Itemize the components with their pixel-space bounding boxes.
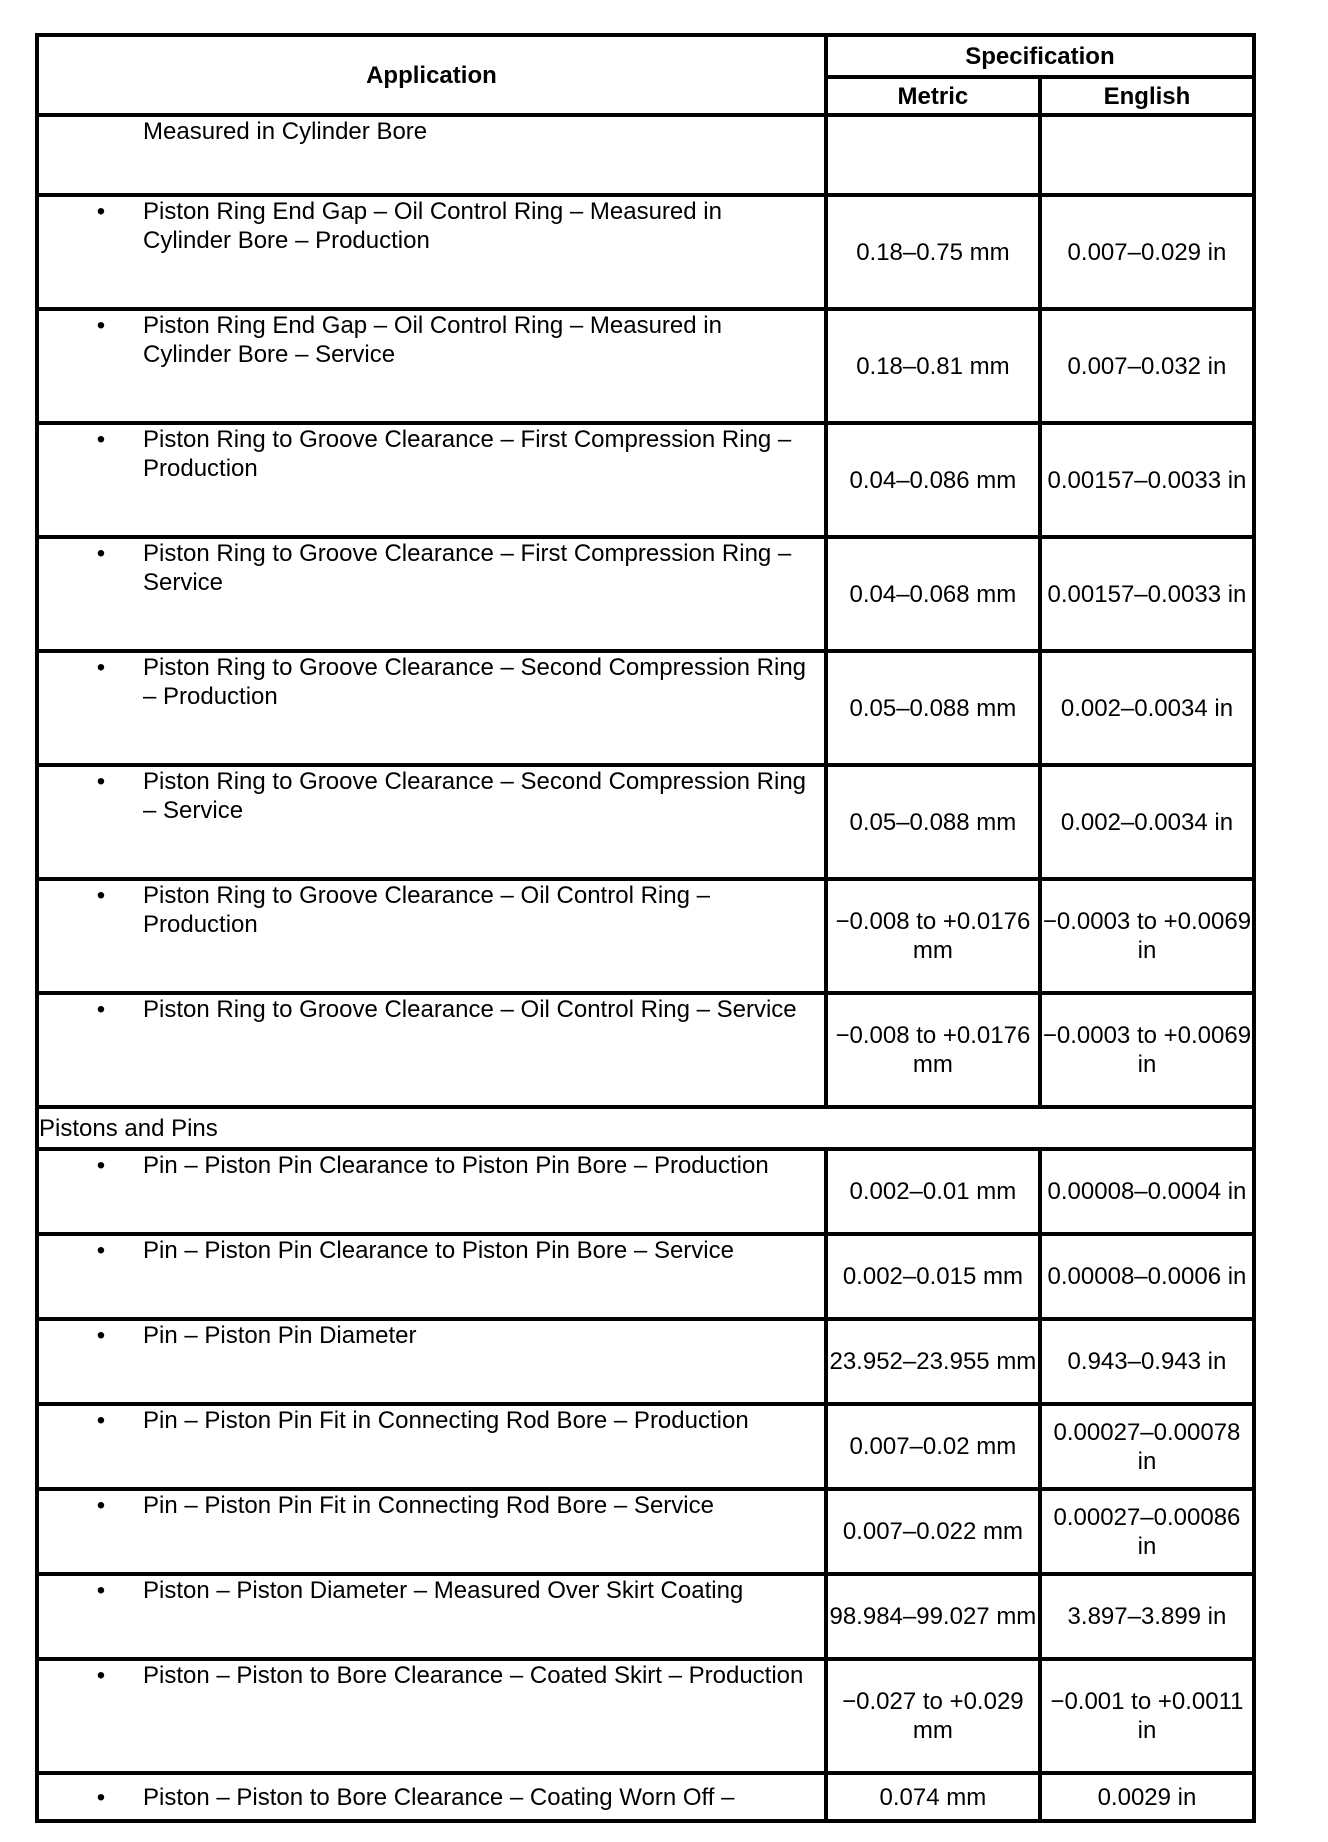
table-row <box>37 1659 1254 1773</box>
application-text: Pin – Piston Pin Clearance to Piston Pin Bore – Service <box>143 1237 734 1264</box>
metric-cell: 0.007–0.022 mm <box>826 1489 1040 1574</box>
english-cell: 0.002–0.0034 in <box>1040 765 1254 879</box>
application-text: Piston Ring to Groove Clearance – Second Compression Ring – Production <box>143 654 807 710</box>
application-text: Piston Ring to Groove Clearance – First Compression Ring – Production <box>143 426 792 482</box>
english-cell: 0.00008–0.0006 in <box>1040 1234 1254 1319</box>
english-cell: 0.00027–0.00086 in <box>1040 1489 1254 1574</box>
bullet-icon: • <box>96 654 106 681</box>
metric-cell: 0.18–0.75 mm <box>826 195 1040 309</box>
table-row <box>37 765 1254 879</box>
table-row <box>37 1574 1254 1659</box>
english-cell: 0.943–0.943 in <box>1040 1319 1254 1404</box>
table-row <box>37 1773 1254 1821</box>
application-text: Pin – Piston Pin Clearance to Piston Pin Bore – Production <box>143 1152 769 1179</box>
table-row <box>37 309 1254 423</box>
application-cell <box>37 423 826 537</box>
english-cell: 0.002–0.0034 in <box>1040 651 1254 765</box>
application-text: Pin – Piston Pin Fit in Connecting Rod Bore – Production <box>143 1407 749 1434</box>
metric-cell: 0.04–0.086 mm <box>826 423 1040 537</box>
application-text: Piston Ring to Groove Clearance – First Compression Ring – Service <box>143 540 792 596</box>
application-text: Pin – Piston Pin Fit in Connecting Rod Bore – Service <box>143 1492 714 1519</box>
metric-cell: −0.008 to +0.0176 mm <box>826 993 1040 1107</box>
table-row <box>37 1149 1254 1234</box>
application-cell <box>37 537 826 651</box>
section-title: Pistons and Pins <box>37 1107 1254 1149</box>
english-cell: −0.001 to +0.0011 in <box>1040 1659 1254 1773</box>
table-row <box>37 1489 1254 1574</box>
application-text: Piston – Piston to Bore Clearance – Coating Worn Off – <box>143 1784 735 1811</box>
application-cell <box>37 993 826 1107</box>
application-cell <box>37 1319 826 1404</box>
metric-cell: 98.984–99.027 mm <box>826 1574 1040 1659</box>
english-cell: 0.00157–0.0033 in <box>1040 423 1254 537</box>
metric-cell: −0.008 to +0.0176 mm <box>826 879 1040 993</box>
bullet-icon: • <box>96 1784 106 1811</box>
metric-cell: 0.002–0.015 mm <box>826 1234 1040 1319</box>
metric-cell: 0.05–0.088 mm <box>826 765 1040 879</box>
metric-cell: 0.007–0.02 mm <box>826 1404 1040 1489</box>
bullet-icon: • <box>96 198 106 225</box>
application-cell <box>37 1234 826 1319</box>
metric-cell: −0.027 to +0.029 mm <box>826 1659 1040 1773</box>
bullet-icon: • <box>96 1577 106 1604</box>
english-cell: 0.007–0.032 in <box>1040 309 1254 423</box>
application-cell <box>37 1489 826 1574</box>
application-text: Piston – Piston Diameter – Measured Over Skirt Coating <box>143 1577 744 1604</box>
application-cell <box>37 765 826 879</box>
english-cell: 0.007–0.029 in <box>1040 195 1254 309</box>
application-cell <box>37 1404 826 1489</box>
application-cell <box>37 1773 826 1821</box>
application-cell <box>37 115 826 195</box>
table-row <box>37 1319 1254 1404</box>
english-cell: −0.0003 to +0.0069 in <box>1040 879 1254 993</box>
metric-cell <box>826 115 1040 195</box>
english-header: English <box>1040 77 1254 115</box>
table-row <box>37 423 1254 537</box>
table-row <box>37 115 1254 195</box>
bullet-icon: • <box>96 1662 106 1689</box>
bullet-icon: • <box>96 882 106 909</box>
bullet-icon: • <box>96 768 106 795</box>
english-cell: 0.00157–0.0033 in <box>1040 537 1254 651</box>
bullet-icon: • <box>96 540 106 567</box>
english-cell: 0.0029 in <box>1040 1773 1254 1821</box>
header-row-top <box>37 35 1254 77</box>
application-cell <box>37 195 826 309</box>
specification-table <box>35 33 1256 1823</box>
bullet-icon: • <box>96 312 106 339</box>
bullet-icon: • <box>96 1492 106 1519</box>
application-cell <box>37 651 826 765</box>
table-row <box>37 195 1254 309</box>
table-row <box>37 1234 1254 1319</box>
application-cell <box>37 879 826 993</box>
application-header: Application <box>37 35 826 115</box>
application-text: Piston Ring End Gap – Oil Control Ring – Measured in Cylinder Bore – Service <box>143 312 722 368</box>
metric-cell: 0.002–0.01 mm <box>826 1149 1040 1234</box>
table-row <box>37 537 1254 651</box>
table-row <box>37 879 1254 993</box>
english-cell: 3.897–3.899 in <box>1040 1574 1254 1659</box>
metric-cell: 0.18–0.81 mm <box>826 309 1040 423</box>
application-cell <box>37 1149 826 1234</box>
english-cell <box>1040 115 1254 195</box>
table-row <box>37 1404 1254 1489</box>
application-text: Piston Ring to Groove Clearance – Second Compression Ring – Service <box>143 768 807 824</box>
table-row <box>37 651 1254 765</box>
table-row <box>37 993 1254 1107</box>
application-text: Piston – Piston to Bore Clearance – Coated Skirt – Production <box>143 1662 804 1689</box>
application-text: Pin – Piston Pin Diameter <box>143 1322 417 1349</box>
metric-header: Metric <box>826 77 1040 115</box>
metric-cell: 0.074 mm <box>826 1773 1040 1821</box>
bullet-icon: • <box>96 996 106 1023</box>
metric-cell: 23.952–23.955 mm <box>826 1319 1040 1404</box>
application-text: Piston Ring to Groove Clearance – Oil Control Ring – Production <box>143 882 710 938</box>
bullet-icon: • <box>96 1407 106 1434</box>
application-cell <box>37 1574 826 1659</box>
bullet-icon: • <box>96 1237 106 1264</box>
english-cell: −0.0003 to +0.0069 in <box>1040 993 1254 1107</box>
application-cell <box>37 309 826 423</box>
application-text: Piston Ring End Gap – Oil Control Ring – Measured in Cylinder Bore – Production <box>143 198 722 254</box>
bullet-icon: • <box>96 1322 106 1349</box>
application-cell <box>37 1659 826 1773</box>
bullet-icon: • <box>96 426 106 453</box>
english-cell: 0.00027–0.00078 in <box>1040 1404 1254 1489</box>
bullet-icon: • <box>96 1152 106 1179</box>
metric-cell: 0.04–0.068 mm <box>826 537 1040 651</box>
specification-header: Specification <box>826 35 1254 77</box>
application-text: Measured in Cylinder Bore <box>143 118 428 145</box>
section-row <box>37 1107 1254 1149</box>
english-cell: 0.00008–0.0004 in <box>1040 1149 1254 1234</box>
metric-cell: 0.05–0.088 mm <box>826 651 1040 765</box>
application-text: Piston Ring to Groove Clearance – Oil Control Ring – Service <box>143 996 797 1023</box>
